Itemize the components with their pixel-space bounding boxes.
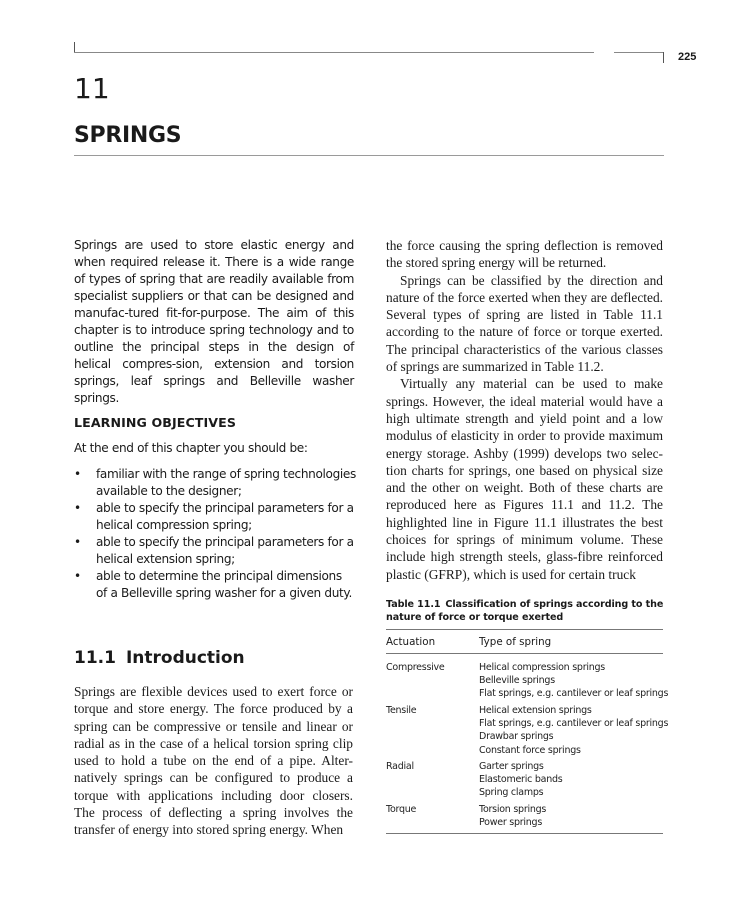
chapter-title: SPRINGS: [74, 123, 182, 148]
table-cell-actuation: Compressive: [386, 662, 445, 673]
learning-objectives-list: [74, 466, 356, 602]
table-top-rule: [386, 629, 663, 630]
objective-text: able to specify the principal parameters for a helical extension spring;: [96, 535, 354, 566]
table-caption: [386, 598, 666, 624]
spring-type: Constant force springs: [479, 744, 581, 756]
spring-type: Helical compression springs: [479, 662, 605, 673]
spring-type: Garter springs: [479, 761, 544, 772]
spring-type: Flat springs, e.g. cantilever or leaf springs: [479, 688, 669, 700]
list-item: [74, 500, 356, 534]
table-cell-types: [479, 704, 669, 757]
table-cell-types: [479, 760, 669, 800]
list-item: [74, 568, 356, 602]
paragraph: Springs can be classified by the direction and nature of the force exerted when they are deflected. Several types of spring are listed in Table 11.1 according to the nature of force or torque exerted. The principal characteristics of the various classes of springs are summarized in Table 11.2.: [386, 272, 663, 375]
bullet-icon: •: [74, 569, 81, 583]
section-body: Springs are flexible devices used to exert force or torque and store energy. The force produced by a spring can be compressive or tensile and linear or radial as in the case of a helical torsion spring clip used to hold a tube on the end of a pipe. Alter-natively springs can be configured to produce a torque with applications including door closers. The process of deflecting a spring involves the transfer of energy into stored spring energy. When: [74, 684, 353, 838]
spring-type: Torsion springs: [479, 804, 547, 815]
table-header-rule: [386, 653, 663, 654]
paragraph: Virtually any material can be used to make springs. However, the ideal material would have a high ultimate strength and yield point and a low modulus of elasticity in order to provide maximum energy storage. Ashby (1999) develops two selec-tion charts for springs, one based on physical size and the other on weight. Both of these charts are reproduced here as Figures 11.1 and 11.2. The highlighted line in Figure 11.1 illustrates the best choices for springs of minimum volume. These include high strength steels, glass-fibre reinforced plastic (GFRP), which is used for certain truck: [386, 376, 663, 582]
learning-objectives-lead: At the end of this chapter you should be:: [74, 441, 308, 455]
table-bottom-rule: [386, 833, 663, 834]
spring-type: Elastomeric bands: [479, 774, 563, 786]
bullet-icon: •: [74, 467, 81, 481]
spring-type: Spring clamps: [479, 787, 544, 799]
objective-text: familiar with the range of spring technologies available to the designer;: [96, 467, 356, 498]
chapter-number: 11: [74, 72, 110, 105]
spring-type: Belleville springs: [479, 675, 555, 687]
section-number: 11.1: [74, 648, 116, 668]
table-cell-types: [479, 803, 669, 829]
spring-type: Power springs: [479, 817, 543, 829]
list-item: [74, 534, 356, 568]
learning-objectives-heading: LEARNING OBJECTIVES: [74, 415, 236, 430]
bullet-icon: •: [74, 535, 81, 549]
spring-type: Helical extension springs: [479, 705, 592, 716]
header-rule-right-tick: [663, 52, 664, 63]
table-cell-actuation: Radial: [386, 761, 414, 772]
section-heading: [74, 648, 245, 668]
spring-type: Flat springs, e.g. cantilever or leaf springs: [479, 718, 669, 730]
table-cell-actuation: Torque: [386, 804, 417, 815]
objective-text: able to specify the principal parameters for a helical compression spring;: [96, 501, 354, 532]
chapter-intro: Springs are used to store elastic energy and when required release it. There is a wide range of types of spring that are readily available from specialist suppliers or that can be designed and manufac-tured fit-for-purpose. The aim of this chapter is to introduce spring technology and to outline the principal steps in the design of helical compres-sion, extension and torsion springs, leaf springs and Belleville washer springs.: [74, 238, 354, 405]
table-header-actuation: Actuation: [386, 636, 436, 648]
table-label: Table 11.1: [386, 599, 441, 610]
table-caption-text: Classification of springs according to the nature of force or torque exerted: [386, 599, 664, 623]
list-item: [74, 466, 356, 500]
objective-text: able to determine the principal dimensions of a Belleville spring washer for a given duty.: [96, 569, 352, 600]
table-header-type: Type of spring: [479, 636, 552, 648]
right-column-text: [386, 237, 663, 583]
paragraph: the force causing the spring deflection is removed the stored spring energy will be returned.: [386, 238, 663, 271]
table-cell-types: [479, 661, 669, 701]
bullet-icon: •: [74, 501, 81, 515]
table-cell-actuation: Tensile: [386, 705, 417, 716]
spring-type: Drawbar springs: [479, 731, 554, 743]
header-rule-left: [74, 52, 594, 53]
section-title: Introduction: [125, 648, 245, 668]
chapter-title-rule: [74, 155, 664, 156]
page-number: 225: [678, 51, 697, 63]
header-rule-right: [614, 52, 663, 53]
